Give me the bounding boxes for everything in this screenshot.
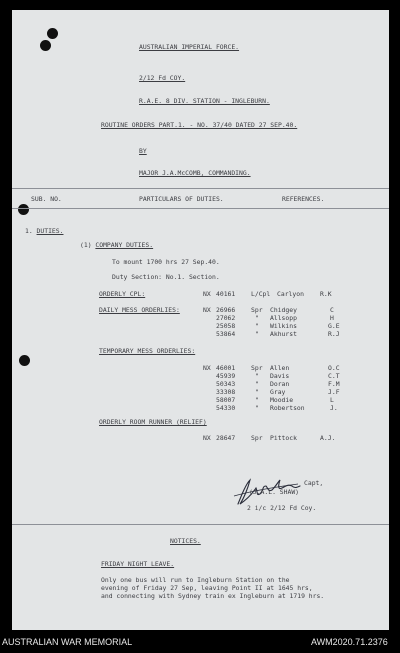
service-number: 40161 — [216, 290, 236, 298]
member-name: Doran — [270, 380, 290, 388]
service-number: 33308 — [216, 388, 236, 396]
member-initials: G.E — [328, 322, 340, 330]
rank: " — [255, 380, 259, 388]
member-name: Pittock — [270, 434, 297, 442]
member-name: Wilkins — [270, 322, 297, 330]
member-initials: C.T — [328, 372, 340, 380]
member-name: Chidgey — [270, 306, 297, 314]
station-heading: R.A.E. 8 DIV. STATION - INGLEBURN. — [139, 97, 270, 105]
service-number: 28647 — [216, 434, 236, 442]
member-initials: A.J. — [320, 434, 336, 442]
member-name: Carlyon — [277, 290, 304, 298]
orderly-cpl-label: ORDERLY CPL: — [99, 290, 146, 298]
service-prefix: NX — [203, 364, 211, 372]
sub-no-header: SUB. NO. — [31, 195, 62, 203]
service-number: 54330 — [216, 404, 236, 412]
service-number: 45939 — [216, 372, 236, 380]
rank: " — [255, 322, 259, 330]
company-duties-text: COMPANY DUTIES. — [95, 241, 154, 249]
member-initials: F.M — [328, 380, 340, 388]
service-number: 50343 — [216, 380, 236, 388]
member-initials: H — [330, 314, 334, 322]
rank: " — [255, 330, 259, 338]
service-prefix: NX — [203, 306, 211, 314]
service-number: 25058 — [216, 322, 236, 330]
rank: " — [255, 396, 259, 404]
column-rule-top — [12, 188, 389, 189]
member-initials: R.J — [328, 330, 340, 338]
rank: Spr — [251, 364, 263, 372]
service-prefix: NX — [203, 290, 211, 298]
signatory-name: (J.A.L. SHAW) — [249, 488, 300, 496]
punch-hole — [19, 355, 30, 366]
member-name: Allen — [270, 364, 290, 372]
notice-body-line: Only one bus will run to Ingleburn Station on the — [101, 576, 290, 584]
notices-heading: NOTICES. — [170, 537, 201, 545]
mount-line: To mount 1700 hrs 27 Sep.40. — [112, 258, 220, 266]
duty-section-line: Duty Section: No.1. Section. — [112, 273, 220, 281]
member-name: Allsopp — [270, 314, 297, 322]
member-name: Gray — [270, 388, 286, 396]
punch-hole — [47, 28, 58, 39]
service-number: 46001 — [216, 364, 236, 372]
service-number: 53864 — [216, 330, 236, 338]
rank: " — [255, 372, 259, 380]
duties-heading: 1. DUTIES. — [25, 227, 64, 235]
member-initials: R.K — [320, 290, 332, 298]
rank: " — [255, 314, 259, 322]
temp-mess-label: TEMPORARY MESS ORDERLIES: — [99, 347, 196, 355]
member-initials: O.C — [328, 364, 340, 372]
member-initials: J.F — [328, 388, 340, 396]
notice-body-line: and connecting with Sydney train ex Ingleburn at 1719 hrs. — [101, 592, 325, 600]
orders-heading: ROUTINE ORDERS PART.1. - NO. 37/40 DATED 27 SEP.40. — [101, 121, 298, 129]
rank: " — [255, 388, 259, 396]
signature-rank: Capt, — [304, 479, 324, 487]
notice-item-heading: FRIDAY NIGHT LEAVE. — [101, 560, 175, 568]
member-name: Robertson — [270, 404, 305, 412]
member-name: Akhurst — [270, 330, 297, 338]
footer-institution: AUSTRALIAN WAR MEMORIAL — [2, 637, 133, 647]
rank: Spr — [251, 434, 263, 442]
footer-accession: AWM2020.71.2376 — [311, 637, 388, 647]
service-number: 26966 — [216, 306, 236, 314]
member-initials: C — [330, 306, 334, 314]
punch-hole — [18, 204, 29, 215]
punch-hole — [40, 40, 51, 51]
member-name: Moodie — [270, 396, 294, 404]
signatory-role: 2 i/c 2/12 Fd Coy. — [247, 504, 317, 512]
service-number: 58007 — [216, 396, 236, 404]
force-heading: AUSTRALIAN IMPERIAL FORCE. — [139, 43, 240, 51]
unit-heading: 2/12 Fd COY. — [139, 74, 186, 82]
notice-body-line: evening of Friday 27 Sep, leaving Point II at 1645 hrs, — [101, 584, 313, 592]
rank: Spr — [251, 306, 263, 314]
service-number: 27062 — [216, 314, 236, 322]
rank: L/Cpl — [251, 290, 271, 298]
company-duties-heading: (1) COMPANY DUTIES. — [80, 241, 154, 249]
notices-rule — [12, 524, 389, 525]
rank: " — [255, 404, 259, 412]
column-rule-bottom — [12, 208, 389, 209]
member-name: Davis — [270, 372, 290, 380]
by-label: BY — [139, 147, 147, 155]
particulars-header: PARTICULARS OF DUTIES. — [139, 195, 224, 203]
member-initials: L — [330, 396, 334, 404]
daily-mess-label: DAILY MESS ORDERLIES: — [99, 306, 180, 314]
references-header: REFERENCES. — [282, 195, 325, 203]
orderly-room-label: ORDERLY ROOM RUNNER (RELIEF) — [99, 418, 207, 426]
service-prefix: NX — [203, 434, 211, 442]
duties-heading-text: DUTIES. — [36, 227, 64, 235]
member-initials: J. — [330, 404, 338, 412]
commander-line: MAJOR J.A.McCOMB, COMMANDING. — [139, 169, 251, 177]
